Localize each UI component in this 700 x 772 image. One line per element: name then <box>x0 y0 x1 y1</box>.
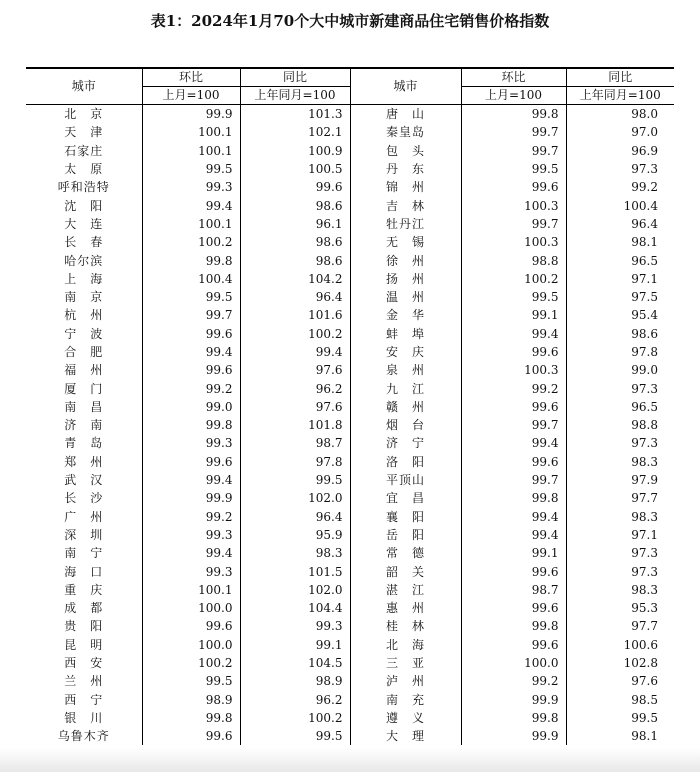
mom-index-right: 99.6 <box>461 398 566 416</box>
mom-index: 99.9 <box>142 105 240 124</box>
yoy-index: 104.5 <box>240 654 350 672</box>
yoy-index-right: 97.7 <box>566 617 674 635</box>
city-name-right: 秦皇岛 <box>350 123 461 141</box>
city-name: 南 京 <box>64 290 104 305</box>
city-name-right: 牡丹江 <box>350 215 461 233</box>
city-name: 西 安 <box>64 656 104 671</box>
mom-index: 99.3 <box>142 178 240 196</box>
mom-index-right: 99.6 <box>461 343 566 361</box>
city-name: 哈尔滨 <box>64 253 104 268</box>
city-name-right: 常 德 <box>350 544 461 562</box>
yoy-index-right: 96.4 <box>566 215 674 233</box>
yoy-index: 102.0 <box>240 581 350 599</box>
city-name-right: 韶 关 <box>350 562 461 580</box>
mom-index-right: 99.4 <box>461 526 566 544</box>
yoy-index-right: 97.3 <box>566 544 674 562</box>
city-name: 兰 州 <box>64 674 104 689</box>
city-name: 成 都 <box>64 601 104 616</box>
mom-index: 100.0 <box>142 636 240 654</box>
yoy-index: 101.6 <box>240 306 350 324</box>
table-row <box>26 215 674 233</box>
yoy-index: 96.1 <box>240 215 350 233</box>
city-name: 济 南 <box>64 418 104 433</box>
mom-index-right: 99.7 <box>461 142 566 160</box>
yoy-index: 97.6 <box>240 361 350 379</box>
mom-index-right: 99.1 <box>461 306 566 324</box>
mom-index: 99.6 <box>142 453 240 471</box>
yoy-index: 99.5 <box>240 471 350 489</box>
yoy-index: 102.1 <box>240 123 350 141</box>
mom-index: 99.8 <box>142 416 240 434</box>
price-index-table <box>26 67 674 745</box>
table-row <box>26 471 674 489</box>
yoy-index: 97.8 <box>240 453 350 471</box>
city-name: 长 春 <box>64 235 104 250</box>
mom-index-right: 99.5 <box>461 160 566 178</box>
table-row <box>26 105 674 124</box>
city-name-right: 平顶山 <box>350 471 461 489</box>
yoy-index-right: 98.0 <box>566 105 674 124</box>
mom-index: 100.4 <box>142 270 240 288</box>
table-row <box>26 142 674 160</box>
page-edge-shadow <box>0 748 700 772</box>
table-row <box>26 379 674 397</box>
city-name: 福 州 <box>64 363 104 378</box>
table-row <box>26 123 674 141</box>
mom-index-right: 99.1 <box>461 544 566 562</box>
city-name-right: 金 华 <box>350 306 461 324</box>
mom-index-right: 99.9 <box>461 727 566 745</box>
yoy-index: 99.1 <box>240 636 350 654</box>
mom-index: 99.3 <box>142 434 240 452</box>
city-name: 重 庆 <box>64 582 104 597</box>
yoy-base-header-right: 上年同月=100 <box>566 87 674 105</box>
yoy-index: 97.6 <box>240 398 350 416</box>
mom-index-right: 99.6 <box>461 599 566 617</box>
mom-index: 99.7 <box>142 306 240 324</box>
mom-index: 99.6 <box>142 361 240 379</box>
yoy-index: 98.6 <box>240 196 350 214</box>
mom-index-right: 99.6 <box>461 562 566 580</box>
yoy-index-right: 97.5 <box>566 288 674 306</box>
yoy-index-right: 98.8 <box>566 416 674 434</box>
table-body <box>26 105 674 746</box>
mom-index-right: 99.7 <box>461 471 566 489</box>
yoy-index-right: 97.0 <box>566 123 674 141</box>
yoy-header-right: 同比 <box>566 68 674 87</box>
mom-index: 99.3 <box>142 526 240 544</box>
yoy-index-right: 96.9 <box>566 142 674 160</box>
mom-index-right: 99.9 <box>461 691 566 709</box>
mom-index: 99.8 <box>142 251 240 269</box>
mom-index: 98.9 <box>142 691 240 709</box>
city-name-right: 湛 江 <box>350 581 461 599</box>
table-header <box>26 68 674 105</box>
table-title: 表1：2024年1月70个大中城市新建商品住宅销售价格指数 <box>150 12 550 30</box>
yoy-index-right: 98.5 <box>566 691 674 709</box>
city-name-right: 济 宁 <box>350 434 461 452</box>
city-name-right: 烟 台 <box>350 416 461 434</box>
table-row <box>26 489 674 507</box>
city-name-right: 包 头 <box>350 142 461 160</box>
city-name: 郑 州 <box>64 454 104 469</box>
city-name-right: 洛 阳 <box>350 453 461 471</box>
yoy-index-right: 98.6 <box>566 325 674 343</box>
table-row <box>26 526 674 544</box>
table-row <box>26 306 674 324</box>
yoy-index-right: 96.5 <box>566 398 674 416</box>
city-name: 昆 明 <box>64 637 104 652</box>
city-name: 石家庄 <box>64 143 104 158</box>
mom-base-header: 上月=100 <box>142 87 240 105</box>
city-name: 海 口 <box>64 564 104 579</box>
mom-index: 100.0 <box>142 599 240 617</box>
yoy-index-right: 97.8 <box>566 343 674 361</box>
mom-index: 99.5 <box>142 672 240 690</box>
yoy-index-right: 97.1 <box>566 270 674 288</box>
table-row <box>26 178 674 196</box>
yoy-index-right: 98.1 <box>566 233 674 251</box>
city-name: 合 肥 <box>64 345 104 359</box>
yoy-index: 100.5 <box>240 160 350 178</box>
yoy-index: 96.2 <box>240 691 350 709</box>
city-name: 沈 阳 <box>64 198 104 213</box>
city-name-right: 唐 山 <box>350 105 461 124</box>
city-name-right: 泸 州 <box>350 672 461 690</box>
yoy-index-right: 95.4 <box>566 306 674 324</box>
yoy-index: 101.3 <box>240 105 350 124</box>
city-name: 杭 州 <box>64 308 104 323</box>
mom-index-right: 99.7 <box>461 416 566 434</box>
mom-index-right: 99.8 <box>461 105 566 124</box>
city-header-right: 城市 <box>350 68 461 105</box>
mom-index: 99.6 <box>142 727 240 745</box>
table-row <box>26 160 674 178</box>
table-row <box>26 416 674 434</box>
mom-index-right: 99.4 <box>461 434 566 452</box>
yoy-index-right: 100.4 <box>566 196 674 214</box>
yoy-index: 100.2 <box>240 709 350 727</box>
mom-index: 99.8 <box>142 709 240 727</box>
yoy-index: 95.9 <box>240 526 350 544</box>
mom-index-right: 99.8 <box>461 489 566 507</box>
yoy-index: 96.4 <box>240 508 350 526</box>
yoy-index: 102.0 <box>240 489 350 507</box>
table-row <box>26 398 674 416</box>
mom-index: 99.5 <box>142 288 240 306</box>
yoy-index: 99.6 <box>240 178 350 196</box>
mom-index-right: 98.7 <box>461 581 566 599</box>
city-name-right: 岳 阳 <box>350 526 461 544</box>
city-name: 银 川 <box>64 710 104 725</box>
mom-index: 99.4 <box>142 544 240 562</box>
yoy-index-right: 100.6 <box>566 636 674 654</box>
mom-index-right: 100.3 <box>461 233 566 251</box>
city-name: 太 原 <box>64 162 104 177</box>
city-name-right: 南 充 <box>350 691 461 709</box>
city-name-right: 无 锡 <box>350 233 461 251</box>
city-name: 呼和浩特 <box>57 180 110 195</box>
city-name-right: 大 理 <box>350 727 461 745</box>
table-row <box>26 508 674 526</box>
yoy-index: 100.9 <box>240 142 350 160</box>
city-name: 贵 阳 <box>64 619 104 634</box>
yoy-index-right: 97.9 <box>566 471 674 489</box>
city-name-right: 桂 林 <box>350 617 461 635</box>
table-row <box>26 196 674 214</box>
mom-index: 100.2 <box>142 654 240 672</box>
city-name: 深 圳 <box>64 527 104 542</box>
yoy-index-right: 99.5 <box>566 709 674 727</box>
table-row <box>26 581 674 599</box>
city-name-right: 北 海 <box>350 636 461 654</box>
yoy-base-header: 上年同月=100 <box>240 87 350 105</box>
yoy-index-right: 97.3 <box>566 379 674 397</box>
mom-header: 环比 <box>142 68 240 87</box>
city-name: 上 海 <box>64 271 104 286</box>
yoy-index: 96.4 <box>240 288 350 306</box>
city-name-right: 赣 州 <box>350 398 461 416</box>
table-row <box>26 672 674 690</box>
yoy-index: 104.4 <box>240 599 350 617</box>
mom-index: 100.1 <box>142 123 240 141</box>
yoy-index: 99.5 <box>240 727 350 745</box>
yoy-index-right: 102.8 <box>566 654 674 672</box>
city-name-right: 三 亚 <box>350 654 461 672</box>
yoy-index: 98.3 <box>240 544 350 562</box>
mom-index: 99.4 <box>142 196 240 214</box>
mom-index: 100.2 <box>142 233 240 251</box>
city-name-right: 锦 州 <box>350 178 461 196</box>
mom-index-right: 99.6 <box>461 178 566 196</box>
yoy-index: 98.9 <box>240 672 350 690</box>
mom-index-right: 99.6 <box>461 453 566 471</box>
yoy-index-right: 98.3 <box>566 453 674 471</box>
mom-index-right: 100.3 <box>461 361 566 379</box>
city-name: 南 宁 <box>64 546 104 561</box>
mom-index-right: 98.8 <box>461 251 566 269</box>
yoy-index-right: 98.1 <box>566 727 674 745</box>
mom-index-right: 99.7 <box>461 123 566 141</box>
mom-index: 99.2 <box>142 508 240 526</box>
table-row <box>26 544 674 562</box>
mom-index: 100.1 <box>142 215 240 233</box>
mom-base-header-right: 上月=100 <box>461 87 566 105</box>
city-name-right: 吉 林 <box>350 196 461 214</box>
table-row <box>26 599 674 617</box>
table-row <box>26 654 674 672</box>
table-row <box>26 617 674 635</box>
table-row <box>26 325 674 343</box>
yoy-index-right: 97.3 <box>566 434 674 452</box>
mom-index-right: 99.8 <box>461 617 566 635</box>
table-row <box>26 691 674 709</box>
mom-index-right: 99.8 <box>461 709 566 727</box>
city-name: 武 汉 <box>64 473 104 488</box>
yoy-index: 104.2 <box>240 270 350 288</box>
yoy-index-right: 98.3 <box>566 508 674 526</box>
yoy-index-right: 97.3 <box>566 160 674 178</box>
city-name-right: 襄 阳 <box>350 508 461 526</box>
mom-index: 99.0 <box>142 398 240 416</box>
yoy-index-right: 96.5 <box>566 251 674 269</box>
yoy-index-right: 97.6 <box>566 672 674 690</box>
city-name: 南 昌 <box>64 399 104 414</box>
table-row <box>26 727 674 745</box>
mom-index-right: 99.2 <box>461 672 566 690</box>
city-name-right: 安 庆 <box>350 343 461 361</box>
mom-header-right: 环比 <box>461 68 566 87</box>
mom-index-right: 99.6 <box>461 636 566 654</box>
yoy-index: 99.3 <box>240 617 350 635</box>
mom-index: 99.6 <box>142 325 240 343</box>
mom-index-right: 100.0 <box>461 654 566 672</box>
table-row <box>26 288 674 306</box>
yoy-index-right: 99.0 <box>566 361 674 379</box>
mom-index-right: 99.4 <box>461 508 566 526</box>
yoy-index-right: 98.3 <box>566 581 674 599</box>
table-row <box>26 270 674 288</box>
table-row <box>26 251 674 269</box>
mom-index-right: 100.3 <box>461 196 566 214</box>
city-name-right: 温 州 <box>350 288 461 306</box>
mom-index-right: 99.5 <box>461 288 566 306</box>
mom-index: 99.4 <box>142 343 240 361</box>
city-name: 宁 波 <box>64 326 104 341</box>
table-row <box>26 453 674 471</box>
mom-index: 99.3 <box>142 562 240 580</box>
city-header: 城市 <box>26 68 142 105</box>
city-name: 长 沙 <box>64 491 104 506</box>
yoy-index-right: 95.3 <box>566 599 674 617</box>
city-name-right: 蚌 埠 <box>350 325 461 343</box>
yoy-header: 同比 <box>240 68 350 87</box>
city-name-right: 遵 义 <box>350 709 461 727</box>
table-row <box>26 636 674 654</box>
yoy-index: 96.2 <box>240 379 350 397</box>
mom-index-right: 99.7 <box>461 215 566 233</box>
city-name-right: 丹 东 <box>350 160 461 178</box>
city-name-right: 扬 州 <box>350 270 461 288</box>
mom-index-right: 99.4 <box>461 325 566 343</box>
city-name: 青 岛 <box>64 436 104 451</box>
yoy-index: 101.5 <box>240 562 350 580</box>
yoy-index-right: 97.7 <box>566 489 674 507</box>
table-row <box>26 562 674 580</box>
table-row <box>26 709 674 727</box>
yoy-index: 98.6 <box>240 251 350 269</box>
city-name-right: 惠 州 <box>350 599 461 617</box>
city-name: 大 连 <box>64 216 104 231</box>
mom-index-right: 99.2 <box>461 379 566 397</box>
mom-index: 99.6 <box>142 617 240 635</box>
yoy-index: 100.2 <box>240 325 350 343</box>
mom-index-right: 100.2 <box>461 270 566 288</box>
yoy-index: 98.6 <box>240 233 350 251</box>
city-name: 北 京 <box>64 107 104 122</box>
mom-index: 100.1 <box>142 581 240 599</box>
city-name-right: 宜 昌 <box>350 489 461 507</box>
table-row <box>26 343 674 361</box>
city-name: 广 州 <box>64 509 104 524</box>
yoy-index: 101.8 <box>240 416 350 434</box>
mom-index: 100.1 <box>142 142 240 160</box>
yoy-index-right: 99.2 <box>566 178 674 196</box>
city-name-right: 徐 州 <box>350 251 461 269</box>
city-name: 乌鲁木齐 <box>57 729 110 744</box>
city-name: 天 津 <box>64 125 104 140</box>
mom-index: 99.9 <box>142 489 240 507</box>
yoy-index: 98.7 <box>240 434 350 452</box>
city-name: 厦 门 <box>64 381 104 396</box>
mom-index: 99.2 <box>142 379 240 397</box>
yoy-index-right: 97.1 <box>566 526 674 544</box>
city-name-right: 九 江 <box>350 379 461 397</box>
mom-index: 99.4 <box>142 471 240 489</box>
table-row <box>26 233 674 251</box>
mom-index: 99.5 <box>142 160 240 178</box>
city-name: 西 宁 <box>64 692 104 707</box>
table-row <box>26 361 674 379</box>
table-row <box>26 434 674 452</box>
yoy-index: 99.4 <box>240 343 350 361</box>
city-name-right: 泉 州 <box>350 361 461 379</box>
yoy-index-right: 97.3 <box>566 562 674 580</box>
